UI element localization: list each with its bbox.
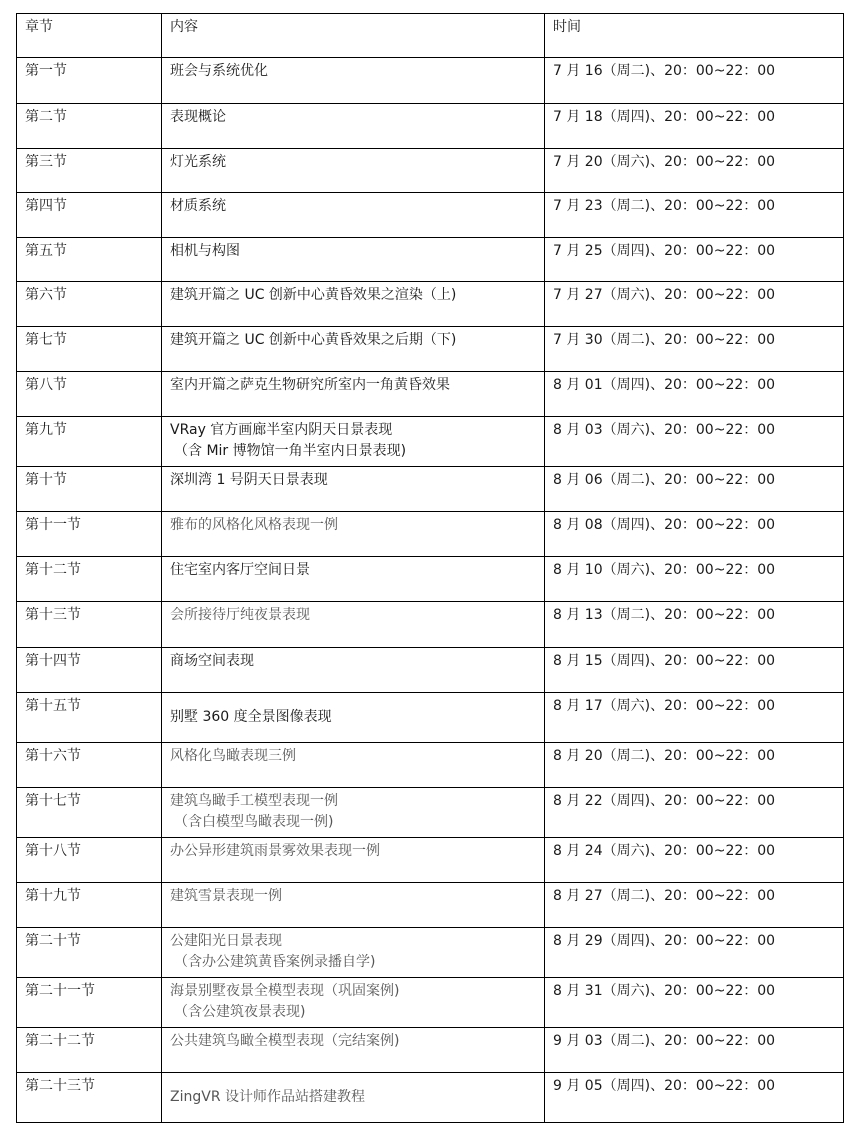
table-row: [17, 238, 844, 282]
chapter-cell: 第十八节: [17, 838, 162, 883]
table-row: [17, 978, 844, 1028]
content-line: 深圳湾 1 号阴天日景表现: [170, 472, 328, 488]
table-row: [17, 557, 844, 602]
time-cell: 8 月 01（周四)、20：00~22：00: [545, 372, 844, 417]
table-row: [17, 1073, 844, 1123]
chapter-cell: 第二节: [17, 104, 162, 149]
content-line: 表现概论: [170, 109, 226, 125]
table-row: [17, 602, 844, 648]
chapter-cell: 第二十二节: [17, 1028, 162, 1073]
content-subline: （含公建筑夜景表现): [174, 1004, 306, 1020]
content-cell: [162, 928, 545, 978]
chapter-cell: 第十四节: [17, 648, 162, 693]
content-cell: [162, 1028, 545, 1073]
table-row: [17, 372, 844, 417]
content-line: 商场空间表现: [170, 653, 254, 669]
table-row: [17, 193, 844, 238]
header-time: 时间: [545, 14, 844, 58]
content-line: 海景别墅夜景全模型表现（巩固案例): [170, 983, 400, 999]
content-cell: [162, 467, 545, 512]
time-cell: 9 月 05（周四)、20：00~22：00: [545, 1073, 844, 1123]
content-cell: [162, 238, 545, 282]
time-cell: 7 月 23（周二)、20：00~22：00: [545, 193, 844, 238]
content-line: VRay 官方画廊半室内阴天日景表现: [170, 422, 393, 438]
time-cell: 8 月 06（周二)、20：00~22：00: [545, 467, 844, 512]
content-cell: [162, 193, 545, 238]
chapter-cell: 第十七节: [17, 788, 162, 838]
content-line: ZingVR 设计师作品站搭建教程: [170, 1089, 365, 1105]
content-line: 会所接待厅纯夜景表现: [170, 607, 310, 623]
chapter-cell: 第十五节: [17, 693, 162, 743]
content-line: 办公异形建筑雨景雾效果表现一例: [170, 843, 380, 859]
content-cell: [162, 104, 545, 149]
content-cell: [162, 372, 545, 417]
content-line: 建筑鸟瞰手工模型表现一例: [170, 793, 338, 809]
time-cell: 8 月 29（周四)、20：00~22：00: [545, 928, 844, 978]
content-cell: [162, 602, 545, 648]
chapter-cell: 第十节: [17, 467, 162, 512]
time-cell: 8 月 31（周六)、20：00~22：00: [545, 978, 844, 1028]
time-cell: 8 月 13（周二)、20：00~22：00: [545, 602, 844, 648]
content-line: 班会与系统优化: [170, 63, 268, 79]
table-row: [17, 282, 844, 327]
chapter-cell: 第六节: [17, 282, 162, 327]
time-cell: 8 月 08（周四)、20：00~22：00: [545, 512, 844, 557]
chapter-cell: 第二十节: [17, 928, 162, 978]
content-line: 公建阳光日景表现: [170, 933, 282, 949]
chapter-cell: 第二十三节: [17, 1073, 162, 1123]
content-line: 别墅 360 度全景图像表现: [170, 709, 332, 725]
header-chapter: 章节: [17, 14, 162, 58]
time-cell: 7 月 30（周二)、20：00~22：00: [545, 327, 844, 372]
time-cell: 7 月 20（周六)、20：00~22：00: [545, 149, 844, 193]
content-cell: [162, 149, 545, 193]
content-subline: （含白模型鸟瞰表现一例): [174, 814, 334, 830]
content-line: 相机与构图: [170, 243, 240, 259]
table-row: [17, 788, 844, 838]
time-cell: 7 月 18（周四)、20：00~22：00: [545, 104, 844, 149]
time-cell: 7 月 16（周二)、20：00~22：00: [545, 58, 844, 104]
table-row: [17, 1028, 844, 1073]
table-row: [17, 928, 844, 978]
header-content: 内容: [162, 14, 545, 58]
content-line: 建筑开篇之 UC 创新中心黄昏效果之后期（下): [170, 332, 457, 348]
table-row: [17, 104, 844, 149]
time-cell: 8 月 03（周六)、20：00~22：00: [545, 417, 844, 467]
content-cell: [162, 743, 545, 788]
time-cell: 8 月 15（周四)、20：00~22：00: [545, 648, 844, 693]
chapter-cell: 第四节: [17, 193, 162, 238]
content-line: 室内开篇之萨克生物研究所室内一角黄昏效果: [170, 377, 450, 393]
content-cell: [162, 883, 545, 928]
content-cell: [162, 282, 545, 327]
chapter-cell: 第十六节: [17, 743, 162, 788]
time-cell: 7 月 27（周六)、20：00~22：00: [545, 282, 844, 327]
time-cell: 7 月 25（周四)、20：00~22：00: [545, 238, 844, 282]
content-cell: [162, 1073, 545, 1123]
content-line: 建筑雪景表现一例: [170, 888, 282, 904]
time-cell: 8 月 24（周六)、20：00~22：00: [545, 838, 844, 883]
chapter-cell: 第十三节: [17, 602, 162, 648]
content-line: 材质系统: [170, 198, 226, 214]
content-cell: [162, 648, 545, 693]
chapter-cell: 第一节: [17, 58, 162, 104]
table-row: [17, 58, 844, 104]
time-cell: 8 月 27（周二)、20：00~22：00: [545, 883, 844, 928]
time-cell: 8 月 22（周四)、20：00~22：00: [545, 788, 844, 838]
content-cell: [162, 978, 545, 1028]
table-row: [17, 327, 844, 372]
time-cell: 8 月 20（周二)、20：00~22：00: [545, 743, 844, 788]
chapter-cell: 第十二节: [17, 557, 162, 602]
content-cell: [162, 417, 545, 467]
chapter-cell: 第三节: [17, 149, 162, 193]
content-line: 住宅室内客厅空间日景: [170, 562, 310, 578]
content-cell: [162, 838, 545, 883]
content-subline: （含 Mir 博物馆一角半室内日景表现): [174, 443, 407, 459]
chapter-cell: 第五节: [17, 238, 162, 282]
content-cell: [162, 512, 545, 557]
table-row: [17, 467, 844, 512]
content-cell: [162, 557, 545, 602]
content-cell: [162, 327, 545, 372]
chapter-cell: 第七节: [17, 327, 162, 372]
content-line: 风格化鸟瞰表现三例: [170, 748, 296, 764]
content-line: 公共建筑鸟瞰全模型表现（完结案例): [170, 1033, 400, 1049]
content-subline: （含办公建筑黄昏案例录播自学): [174, 954, 376, 970]
content-line: 灯光系统: [170, 154, 226, 170]
time-cell: 8 月 10（周六)、20：00~22：00: [545, 557, 844, 602]
table-row: [17, 883, 844, 928]
chapter-cell: 第九节: [17, 417, 162, 467]
table-row: [17, 838, 844, 883]
content-cell: [162, 693, 545, 743]
chapter-cell: 第十九节: [17, 883, 162, 928]
chapter-cell: 第二十一节: [17, 978, 162, 1028]
table-row: [17, 648, 844, 693]
content-line: 建筑开篇之 UC 创新中心黄昏效果之渲染（上): [170, 287, 457, 303]
time-cell: 8 月 17（周六)、20：00~22：00: [545, 693, 844, 743]
content-cell: [162, 788, 545, 838]
table-row: [17, 512, 844, 557]
chapter-cell: 第八节: [17, 372, 162, 417]
content-line: 雅布的风格化风格表现一例: [170, 517, 338, 533]
time-cell: 9 月 03（周二)、20：00~22：00: [545, 1028, 844, 1073]
course-schedule-table: [16, 13, 844, 1123]
table-header-row: [17, 14, 844, 58]
table-row: [17, 417, 844, 467]
table-row: [17, 743, 844, 788]
table-row: [17, 693, 844, 743]
content-cell: [162, 58, 545, 104]
chapter-cell: 第十一节: [17, 512, 162, 557]
table-row: [17, 149, 844, 193]
